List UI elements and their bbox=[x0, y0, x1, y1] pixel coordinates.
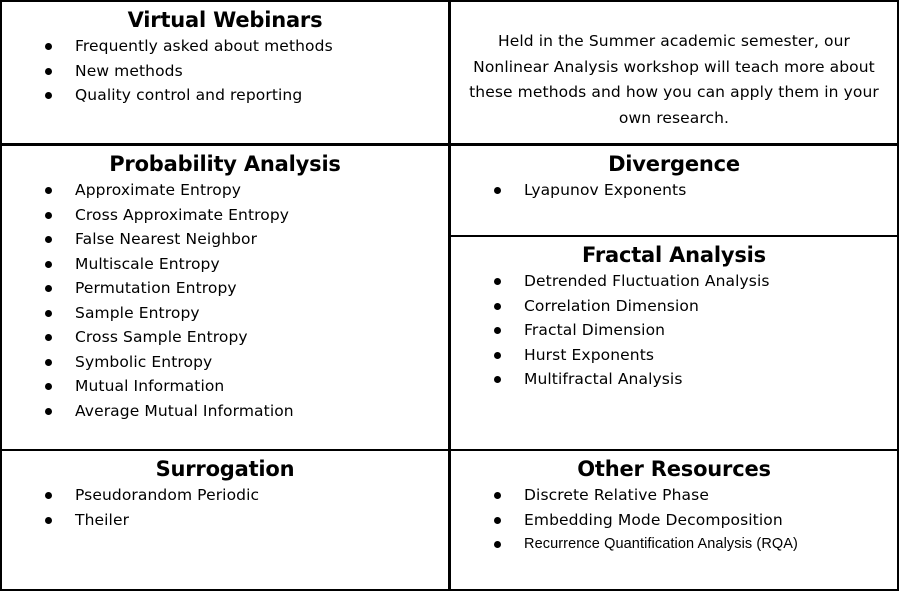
bullet-icon bbox=[494, 376, 501, 383]
bullet-icon bbox=[45, 212, 52, 219]
divergence-list bbox=[451, 178, 897, 203]
list-item: Multifractal Analysis bbox=[451, 367, 897, 392]
bullet-icon bbox=[494, 517, 501, 524]
bullet-icon bbox=[45, 517, 52, 524]
bullet-icon bbox=[45, 43, 52, 50]
list-item: Pseudorandom Periodic bbox=[2, 483, 448, 508]
bullet-icon bbox=[45, 492, 52, 499]
bullet-icon bbox=[494, 352, 501, 359]
surrogation-list bbox=[2, 483, 448, 532]
list-item: Permutation Entropy bbox=[2, 276, 448, 301]
bullet-icon bbox=[45, 383, 52, 390]
bullet-icon bbox=[494, 492, 501, 499]
bullet-icon bbox=[45, 334, 52, 341]
virtual-webinars-list bbox=[2, 34, 448, 108]
virtual-webinars-heading: Virtual Webinars bbox=[127, 8, 323, 32]
bullet-icon bbox=[45, 92, 52, 99]
fractal-analysis-cell bbox=[449, 235, 899, 451]
bullet-icon bbox=[494, 303, 501, 310]
bullet-icon bbox=[45, 359, 52, 366]
other-resources-cell bbox=[449, 449, 899, 591]
list-item: Cross Approximate Entropy bbox=[2, 203, 448, 228]
list-item: Embedding Mode Decomposition bbox=[451, 508, 897, 533]
list-item: Frequently asked about methods bbox=[2, 34, 448, 59]
bullet-icon bbox=[494, 327, 501, 334]
surrogation-heading: Surrogation bbox=[155, 457, 295, 481]
summer-workshop-text: Held in the Summer academic semester, our Nonlinear Analysis workshop will teach more about these methods and how you can apply them in your own research. bbox=[469, 32, 879, 127]
other-resources-heading: Other Resources bbox=[577, 457, 771, 481]
list-item: Hurst Exponents bbox=[451, 343, 897, 368]
list-item: Cross Sample Entropy bbox=[2, 325, 448, 350]
list-item: Correlation Dimension bbox=[451, 294, 897, 319]
list-item: Theiler bbox=[2, 508, 448, 533]
list-item: False Nearest Neighbor bbox=[2, 227, 448, 252]
bullet-icon bbox=[494, 541, 501, 548]
list-item: Mutual Information bbox=[2, 374, 448, 399]
fractal-analysis-list bbox=[451, 269, 897, 392]
bullet-icon bbox=[494, 187, 501, 194]
fractal-analysis-heading: Fractal Analysis bbox=[582, 243, 766, 267]
list-item: Recurrence Quantification Analysis (RQA) bbox=[451, 532, 897, 557]
list-item: New methods bbox=[2, 59, 448, 84]
bullet-icon bbox=[45, 68, 52, 75]
list-item: Detrended Fluctuation Analysis bbox=[451, 269, 897, 294]
bullet-icon bbox=[45, 261, 52, 268]
list-item: Sample Entropy bbox=[2, 301, 448, 326]
list-item: Fractal Dimension bbox=[451, 318, 897, 343]
list-item: Symbolic Entropy bbox=[2, 350, 448, 375]
other-resources-list bbox=[451, 483, 897, 557]
bullet-icon bbox=[494, 278, 501, 285]
bullet-icon bbox=[45, 187, 52, 194]
list-item: Multiscale Entropy bbox=[2, 252, 448, 277]
list-item: Discrete Relative Phase bbox=[451, 483, 897, 508]
probability-analysis-list bbox=[2, 178, 448, 423]
bullet-icon bbox=[45, 408, 52, 415]
bullet-icon bbox=[45, 285, 52, 292]
probability-analysis-cell bbox=[0, 144, 450, 451]
probability-analysis-heading: Probability Analysis bbox=[109, 152, 341, 176]
bullet-icon bbox=[45, 310, 52, 317]
list-item: Average Mutual Information bbox=[2, 399, 448, 424]
list-item: Quality control and reporting bbox=[2, 83, 448, 108]
bullet-icon bbox=[45, 236, 52, 243]
virtual-webinars-cell bbox=[0, 0, 450, 145]
list-item: Lyapunov Exponents bbox=[451, 178, 897, 203]
surrogation-cell bbox=[0, 449, 450, 591]
summer-workshop-cell bbox=[449, 0, 899, 145]
list-item: Approximate Entropy bbox=[2, 178, 448, 203]
divergence-heading: Divergence bbox=[608, 152, 740, 176]
divergence-cell bbox=[449, 144, 899, 237]
